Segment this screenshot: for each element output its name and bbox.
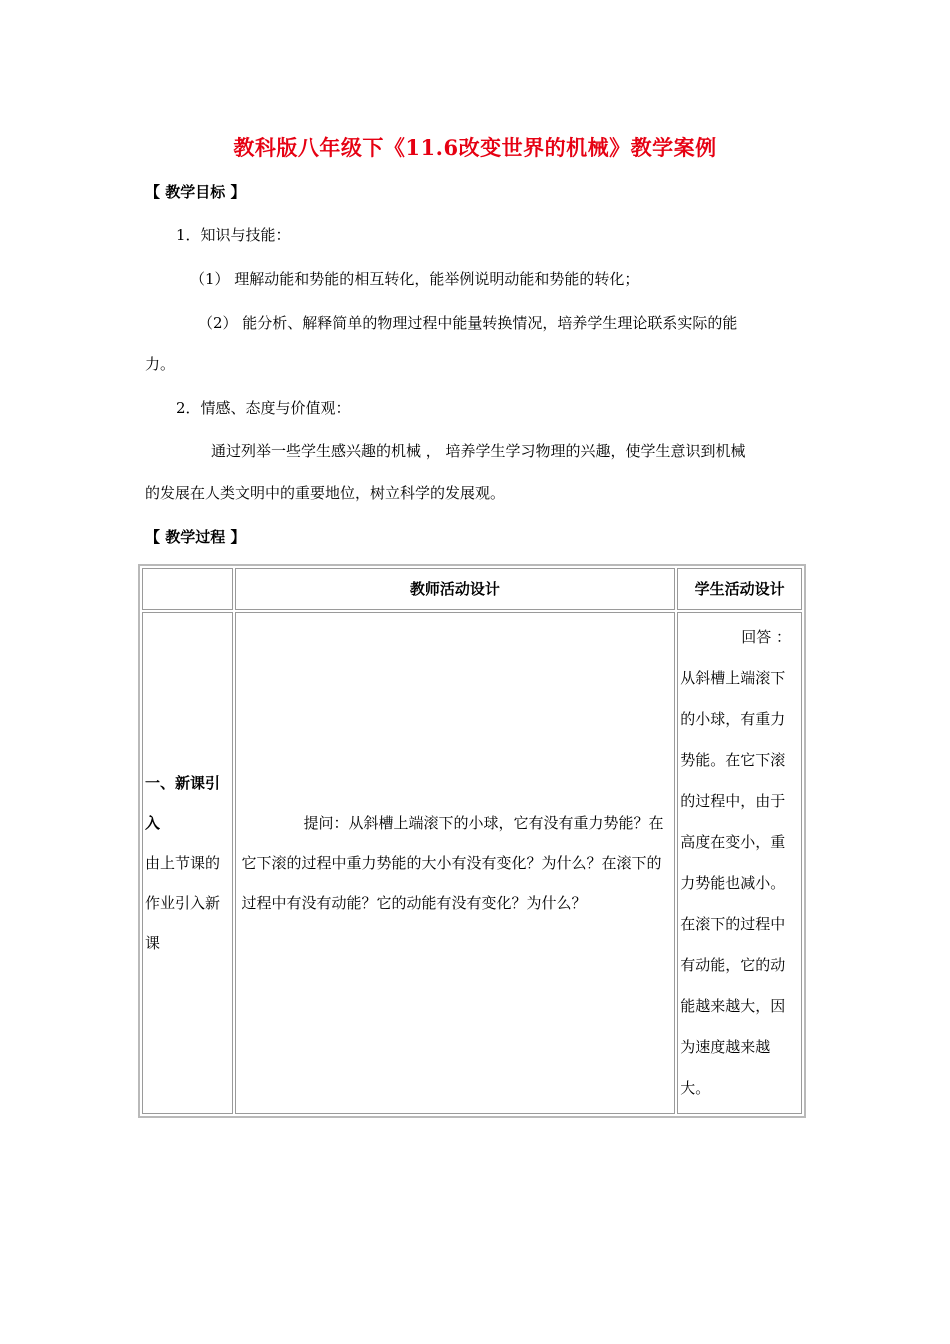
header-stage-cell — [142, 568, 233, 610]
student-answer-label: 回答 ： — [741, 628, 791, 646]
header-teacher-activity: 教师活动设计 — [235, 568, 676, 610]
objective-item-1: （1） 理解动能和势能的相互转化，能举例说明动能和势能的转化； — [190, 270, 640, 288]
objective-emotion-text-line1: 通过列举一些学生感兴趣的机械 ， 培养学生学习物理的兴趣，使学生意识到机械 — [211, 442, 746, 460]
stage-title: 一、新课引入 — [145, 774, 221, 832]
document-title: 教科版八年级下《11.6改变世界的机械》教学案例 — [233, 135, 717, 160]
teaching-process-table — [138, 564, 806, 1118]
stage-note: 由上节课的作业引入新课 — [145, 854, 221, 952]
header-student-activity: 学生活动设计 — [677, 568, 802, 610]
teacher-activity-cell — [235, 612, 676, 1114]
objective-item-2-line2: 力。 — [145, 355, 176, 373]
process-heading: 【 教学过程 】 — [145, 528, 246, 546]
student-answer: 从斜槽上端滚下的小球，有重力势能。在它下滚的过程中，由于高度在变小，重力势能也减小。在滚下的过程中有动能，它的动能越来越大，因为速度越来越大。 — [680, 669, 786, 1097]
objective-knowledge-skills: 1．知识与技能： — [176, 226, 291, 244]
objective-emotion-values: 2．情感、态度与价值观： — [176, 399, 351, 417]
table-header-row — [142, 568, 802, 610]
teacher-question: 提问：从斜槽上端滚下的小球，它有没有重力势能？在它下滚的过程中重力势能的大小有没有变化？为什么？在滚下的过程中有没有动能？它的动能有没有变化？为什么？ — [241, 814, 664, 912]
student-activity-cell — [677, 612, 802, 1114]
objectives-heading: 【 教学目标 】 — [145, 183, 246, 201]
table-row — [142, 612, 802, 1114]
objective-emotion-text-line2: 的发展在人类文明中的重要地位，树立科学的发展观。 — [145, 484, 506, 502]
objective-item-2-line1: （2） 能分析、解释简单的物理过程中能量转换情况，培养学生理论联系实际的能 — [198, 314, 738, 332]
stage-cell — [142, 612, 233, 1114]
